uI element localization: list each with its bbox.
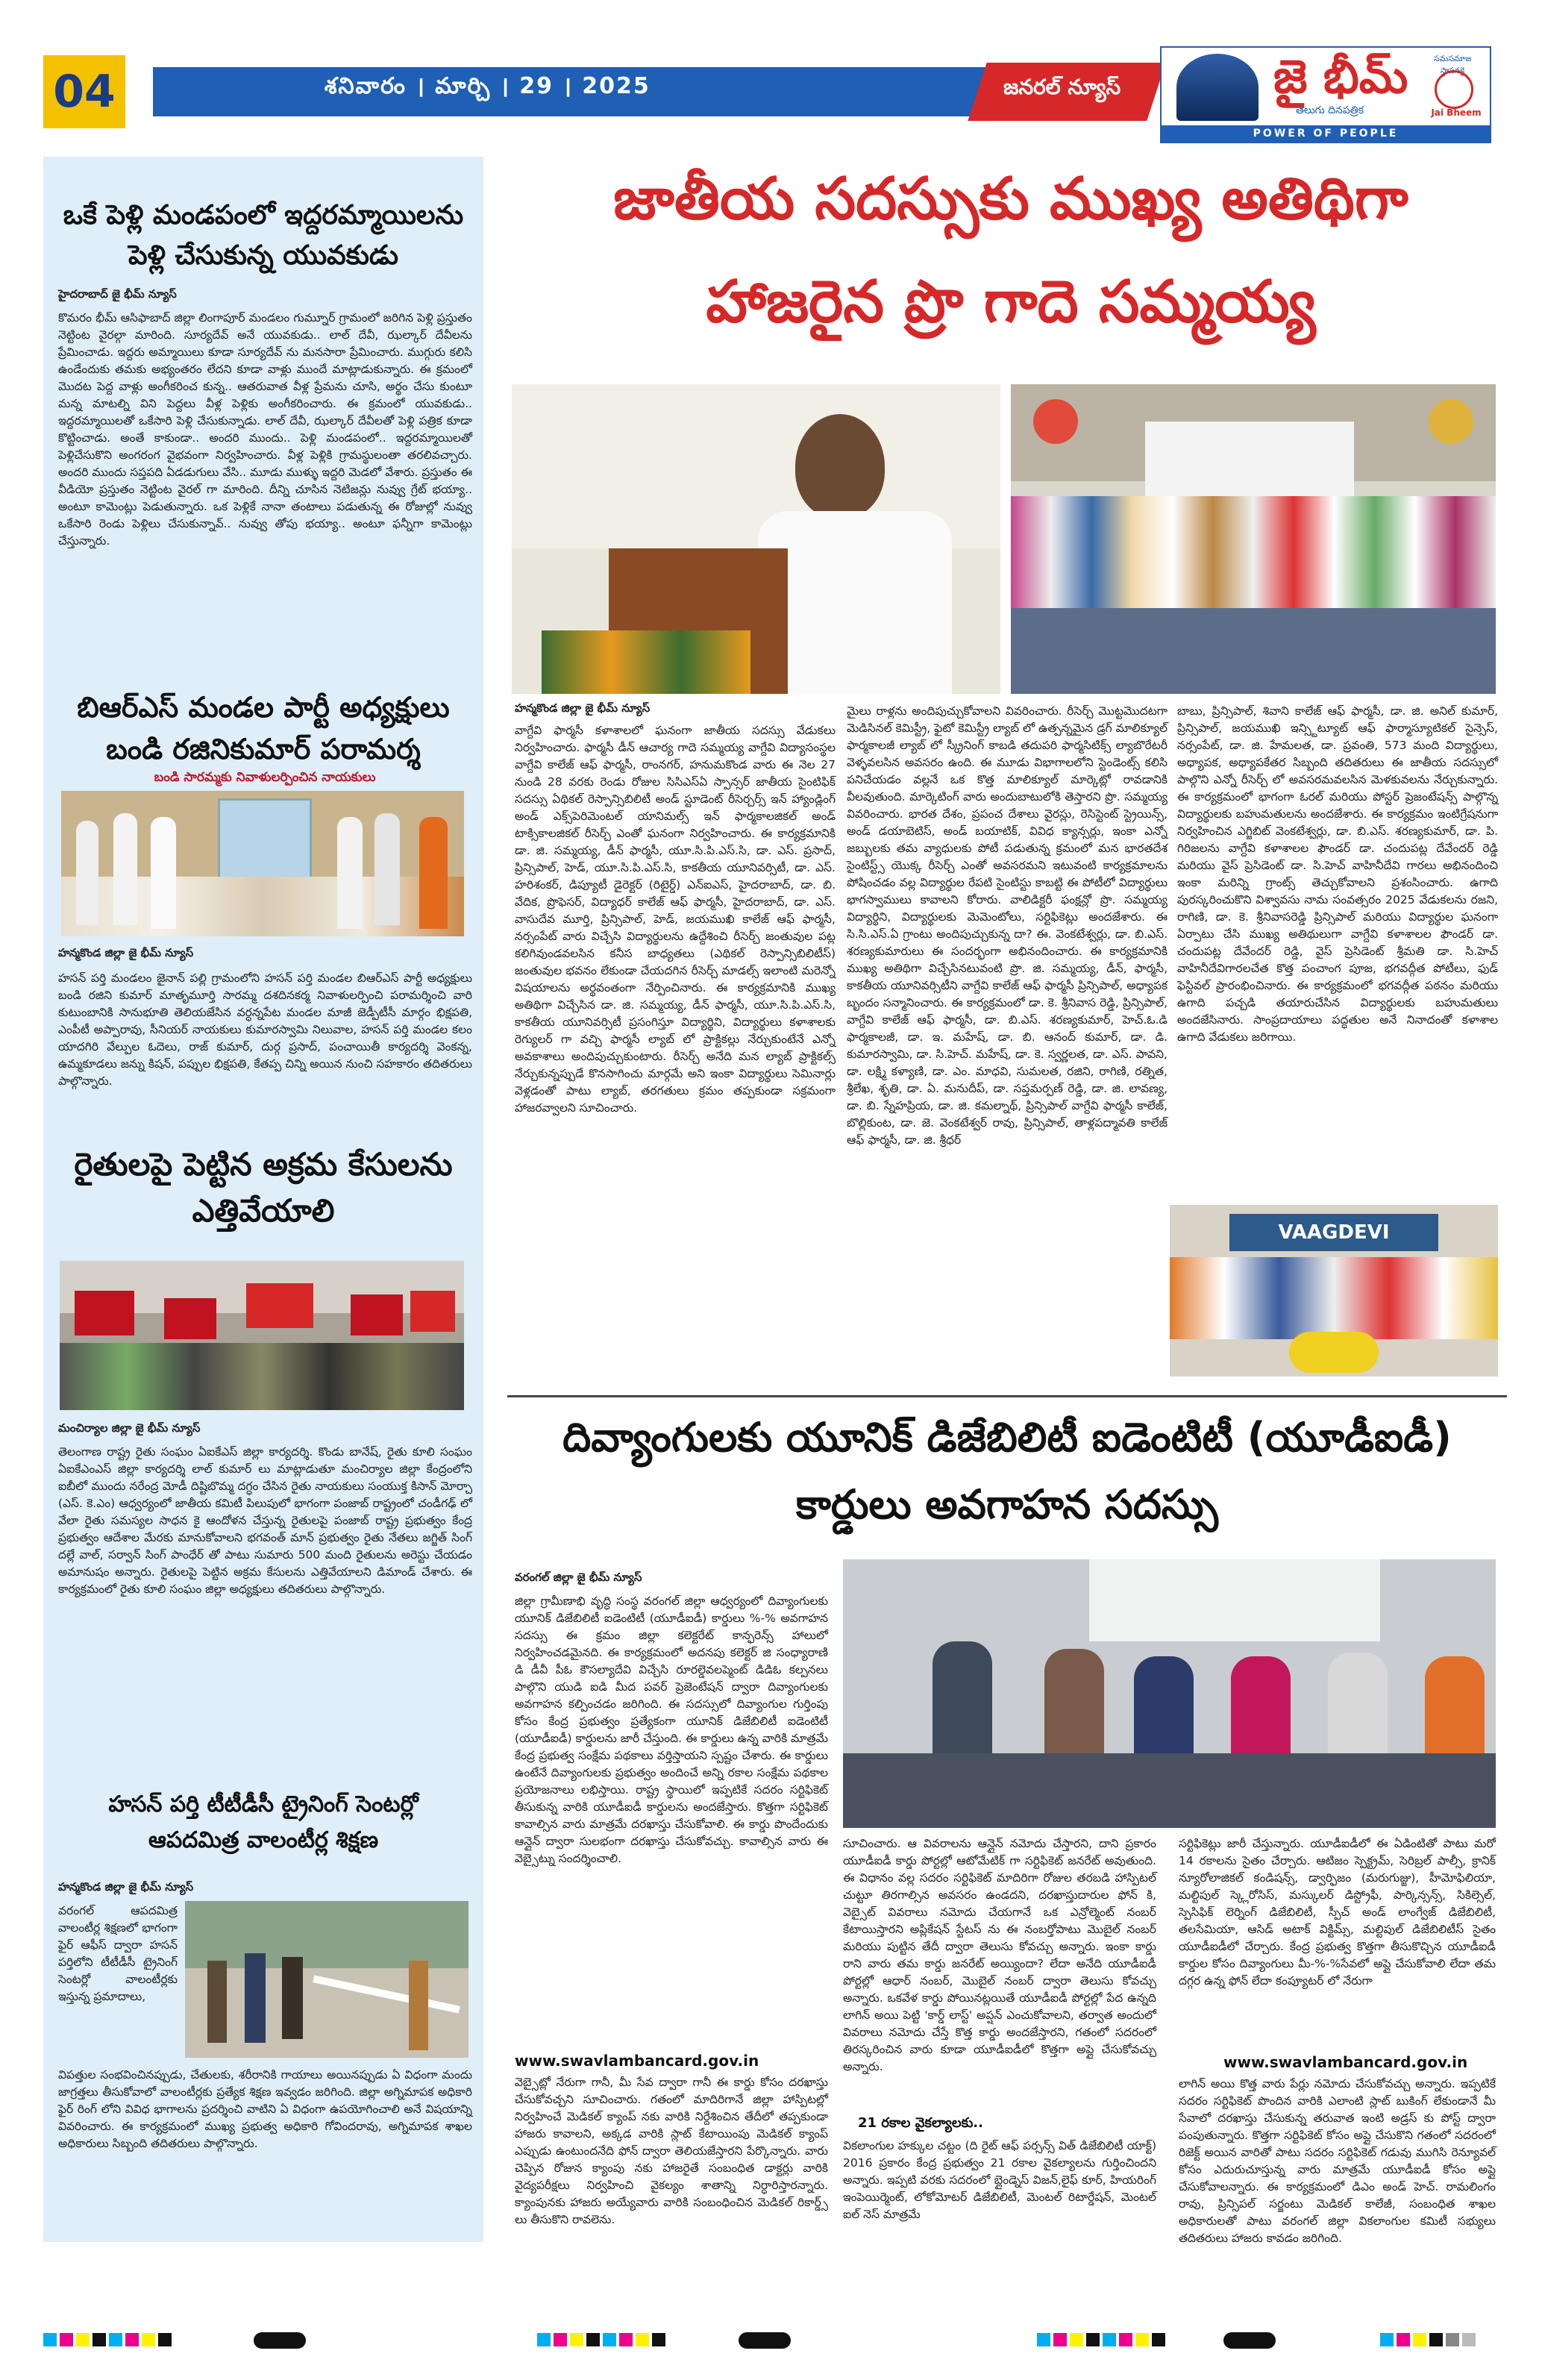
main-col2: మైలు రాళ్లను అందిపుచ్చుకోవాలని వివరించారు. రీసెర్చ్ మొట్టమొదటగా మెడిసినల్ కెమిస్ట్రీ, ఫైటో కెమిస్ట్రీ ల్యాబ్ లో ఉత్పన్నమైన డ్రగ్ మాలిక్యూల్ ఫార్మకాలజీ ల్యాబ్ లో స్క్రీనింగ్ కాబడి తదుపరి ఫార్మసిటిక్స్ ల్యాబొరేటరీ వెళ్ళవలసిన అవసరం ఉంది. ఈ మూడు విభాగాలలోని స్టెండెంట్స్ కలిసి పనిచేయడం వల్లనే ఒక కొత్త మాలిక్యూల్ మార్కెట్లో రావడానికి వీలవుతుంది. మార్కెటింగ్ వారు అందుబాటులోకి తెస్తారని ప్రొ. సమ్మయ్య వివరించారు. భారత దేశం, ప్రపంచ దేశాలు వైరస్లు, రెసిస్టెంట్ స్ట్రెయిన్స్, అండ్ డయాబెటిస్, అండ్ బయాటిక్, వివిధ క్యాన్సర్లు, ఇంకా ఎన్నో జబ్బులకు తమ వ్యాధులకు పోటీ పడుతున్న క్రమంలో మన భారతదేశ సైంటిస్ట్స్ యొక్క రీసెర్చ్ ఎంతో అవసరమని ఇటువంటి కార్యక్రమాలను పోషించడం వల్ల విద్యార్థుల రేపటి సైంటిస్టు కాబట్టి ఈ పోటీలో విద్యార్థులు భాగస్వాములు కావాలని కోరారు. వాలిడిక్టరీ ఫంక్షన్లో ప్రొ. సమ్మయ్య విద్యార్థిని, విద్యార్థులకు మెమెంటోలు, సర్టిఫికెట్లు అందజేశారు. ఈ సి.సి.ఎస్.ఏ గ్రాంటు అందిపుచ్చుకున్న దా? ఈ. వెంకటేశ్వర్లు, డా. బి.ఎస్. శరణ్యకుమారులు ఈ సందర్భంగా అభినందించారు. ఈ కార్యక్రమానికి ముఖ్య అతిథిగా విచ్చేసినటువంటి ప్రొ. జి. సమ్మయ్య, డీన్, ఫార్మసీ, కాకతీయ యూనివర్సిటీని వాగ్దేవి కాలేజ్ ఆఫ్ ఫార్మసీ ప్రిన్సిపాల్, అధ్యాపక బృందం సన్మానించారు. ఈ కార్యక్రమంలో డా. కె. శ్రీనివాస రెడ్డి, ప్రిన్సిపాల్, వాగ్దేవి కాలేజ్ ఆఫ్ ఫార్మసీ, డా. బి.ఎస్. శరణ్యకుమార్, హెచ్.ఓ.డి ఫార్మకాలజీ, డా. ఇ. మహేష్, డా. బి. ఆనంద్ కుమార్, డా. డి. కుమారస్వామి, డా. సి.హెచ్. మహేష్, డా. కె. స్వర్ణలత, డా. ఎస్. పావని, డా. లక్ష్మి కళ్యాణి, డా. ఎం. మాధవి, సుమలత, రజిని, రాగిణి, రత్నిత, శ్రీలేఖ, శృతి, డా. ఏ. మనుదీప్, డా. సప్తమర్పణ్ రెడ్డి, డా. జి. లావణ్య, డా. బి. స్నేహప్రియ, డా. జి. కమల్నాథ్, ప్రిన్సిపాల్ వాగ్దేవి ఫార్మసీ కాలేజ్, బొల్లికుంట, డా. జె. వెంకటేశ్వర్ రావు, ప్రిన్సిపాల్, తాళ్లపద్మావతి కాలేజ్ ఆఫ్ ఫార్మసీ, డా. జి. శ్రీధర్ [847,704,1168,1147]
section-label: జనరల్ న్యూస్ [1003,75,1121,99]
brand-strap: POWER OF PEOPLE [1162,125,1490,142]
story4-body-side: వరంగల్ ఆపదమిత్ర వాలంటీర్ల శిక్షణలో భాగంగా ఫైర్ ఆఫీస్ ద్వారా హసన్ పర్తిలోని టీటీడీసీ ట్రైనింగ్ సెంటర్లో వాలంటీర్లకు ఇస్తున్న ప్రమాదాలు, [58,1904,178,2003]
brand-name: జై భీమ్ [1273,49,1408,104]
story1-body: కొమరం భీమ్ ఆసిఫాబాద్ జిల్లా లింగాపూర్ మండలం గుమ్నూర్ గ్రామంలో జరిగిన పెళ్లి ప్రస్తుతం నెట్టింట వైరల్గా మారింది. సూర్యదేవ్ అనే యువకుడు.. లాల్ దేవీ, ఝల్కార్ దేవీలను ప్రేమించాడు. ఇద్దరు అమ్మాయిలు కూడా సూర్యదేవ్ ను మనసారా ప్రేమించారు. ముగ్గురు కలిసి ఉండేందుకు తమకు అభ్యంతరం లేదని కూడా వాళ్లు ముందే మాట్లాడుకున్నారు. ఈ క్రమంలో మొదట పెద్ద వాళ్లు అంగీకరించ కున్న.. ఆతరువాత వీళ్ల ప్రేమను చూసి, అర్థం చేసు కుంటూ మన్న మాటల్ని విని పెద్దలు వీళ్ల పెళ్లికు అంగీకరించారు. ఈ క్రమంలో యువకుడు.. ఇద్దరమ్మాయిలతో ఒకేసారి పెళ్లి చేసుకున్నాడు. లాల్ దేవీ, ఝల్కార్ దేవీలతో పెళ్లి పత్రిక కూడా కొట్టించాడు. అంతే కాకుండా.. అందరి ముందు.. పెళ్లి మండపంలో.. ఇద్దరమ్మాయిలతో పెళ్లిచేసుకొని అంగరంగ వైభవంగా నిర్వహించారు. వీళ్ల పెళ్లికి గ్రామస్థులంతా తరలివచ్చారు. అందరి ముందు సప్తపది ఏడడుగులు వేసి.. మూడు ముళ్ళు ఇద్దరి మెడలో వేశారు. ప్రస్తుతం ఈ వీడియో ప్రస్తుతం నెట్టింట వైరల్ గా మారింది. దీన్ని చూసిన నెటిజన్లు నువ్వు గ్రేట్ భయ్యా.. అంటూ కామెంట్లు పెడుతున్నారు. ఒక పెళ్లికే నానా తంటాలు పడుతున్న ఈ రోజుల్లో నువ్వు ఒకేసారి రెండు పెళ్లిలు చేసుకున్నావ్.. నువ్వు తోపు భయ్యా.. అంటూ ఫన్నీగా కామెంట్లు చేస్తున్నారు. [58,311,472,548]
color-bar-right [1037,2333,1165,2346]
color-bar-left [43,2333,172,2346]
swavlamban-url-2[interactable]: www.swavlambancard.gov.in [1223,2053,1468,2071]
second-headline-line2: కార్డులు అవగాహన సదస్సు [796,1481,1218,1528]
main-headline-line1: జాతీయ సదస్సుకు ముఖ్య అతిథిగా [613,166,1408,233]
story4-byline: హన్మకొండ జిల్లా జై భీమ్ న్యూస్ [58,1880,194,1894]
story4-body: విపత్తుల సంభవించినప్పుడు, చేతులకు, శరీరానికి గాయాలు అయినప్పుడు ఏ విధంగా మందు జాగ్రత్తలు తీసుకోవాలో వాలంటీర్లకు ప్రత్యేక శిక్షణ ఇవ్వడం జరిగింది. జిల్లా అగ్నిమాపక అధికారి ఫైర్ రింగ్ లోని వివిధ భాగాలను ప్రదర్శించి వాటిని ఏ విధంగా ఉపయోగించాలి అనే విషయాన్ని వివరించారు. ఈ కార్యక్రమంలో ముఖ్య ప్రభుత్వ అధికారి గోవిందరావు, అగ్నిమాపక శాఖల అధికారులు సిబ్బంది తదితరులు పాల్గొన్నారు. [58,2068,472,2150]
main-headline-line2: హాజరైన ప్రొ గాదె సమ్మయ్య [706,269,1316,336]
story4-training-photo [185,1901,468,2058]
second-col1-bottom: వెబ్సైట్లో నేరుగా గానీ, మీ సేవ ద్వారా గానీ ఈ కార్డు కోసం దరఖాస్తు చేసుకోవచ్చని సూచించారు. గతంలో మాదిరిగానే జిల్లా హాస్పిటల్లో నిర్వహించే మెడికల్ క్యాంప్ నకు వారికి నిర్దేశించిన తేదీలో తప్పకుండా హాజరు కావాలని, అక్కడ వారికి స్లాట్ కేటాయింపు మెడికల్ క్యాంప్ ఎప్పుడు ఉంటుందనేది ఫోన్ ద్వారా తెలియజేస్తారని పేర్కొన్నారు. వారు చెప్పిన రోజున క్యాంపు నకు హాజరైతే సంబంధిత డాక్టర్లు వారికి వైద్యపరీక్షలు నిర్వహించి వైకల్యం శాతాన్ని నిర్ధారిస్తారన్నారు. క్యాంపునకు హాజరు అయ్యేవారు వారికి సంబంధించిన మెడికల్ రికార్డ్స్ లు తీసుకొని రావలెను. [515,2076,828,2226]
story3-title: రైతులపై పెట్టిన అక్రమ కేసులను ఎత్తివేయాలి [74,1146,453,1229]
main-col3: బాబు, ప్రిన్సిపాల్, శివాని కాలేజ్ ఆఫ్ ఫార్మసీ, డా. జి. అనిల్ కుమార్, ప్రిన్సిపాల్, జయముఖి ఇన్స్టిట్యూట్ ఆఫ్ ఫార్మాస్యూటికల్ సైన్సెస్, నర్సంపేట్, డా. జి. హేమలత, డా. ప్రవంతి, 573 మంది విద్యార్థులు, అధ్యాపక, అధ్యాపకేతర సిబ్బంది తదితరులు ఈ జాతీయ సదస్సులో పాల్గొని ఎన్నో రీసెర్చ్ లో అవసరమవలసిన మెళకువలను నేర్చుకున్నారు. ఈ కార్యక్రమంలో భాగంగా ఓరల్ మరియు పోస్టర్ ప్రెజంటేషన్స్ పాల్గొన్న విద్యార్థులకు బహుమతులను అందజేశారు. ఈ కార్యక్రమం ఇంటిగ్రేషనుగా నిర్వహించిన ఎగ్జిబిట్ వెంకటేశ్వర్లు, డా. బి.ఎస్. శరణ్యకుమార్, డా. పి. గిరిజలను వాగ్దేవి కళాశాలల ఫౌండర్ డా. చందుపట్ల దేవేందర్ రెడ్డి మరియు వైస్ ప్రెసిడెంట్ డా. సి.హెచ్ వాహినీదేవి గారలు అభినందించి ఇంకా మరిన్ని గ్రాంట్స్ తెచ్చుకోవాలని ప్రశంసించారు. ఉగాది పురస్కరించుకొని విశ్వావసు నామ సంవత్సరం 2025 వేడుకలను రజని, రాగిణి, డా. కె. శ్రీనివాసరెడ్డి ప్రిన్సిపాల్ మరియు విద్యార్థుల ఘనంగా ఏర్పాటు చేసి ముఖ్య అతిథులుగా వాగ్దేవి కళాశాలల ఫౌండర్ డా. చందుపట్ల దేవేందర్ రెడ్డి, వైస్ ప్రెసిడెంట్ శ్రీమతి డా. సి.హెచ్ వాహినీదేవిగారలచేత కొత్త పంచాంగ పూజ, భగవద్గీత పోటీలు, ఫుడ్ ఫెస్టివల్ ప్రారంభించినారు. ఈ కార్యక్రమంలో భగవద్గీత పఠనం మరియు ఉగాది పచ్చడి తయారుచేసిన విద్యార్థులకు బహుమతులు అందజేసినారు. సాంప్రదాయాలు పద్ధతుల అనే నినాదంతో కళాశాల ఉగాది వేడుకలు జరిగాయి. [1177,704,1498,1044]
page-number: 04 [43,55,125,128]
story2-byline: హన్మకొండ జిల్లా జై భీమ్ న్యూస్ [58,946,194,959]
story3-byline: మంచిర్యాల జిల్లా జై భీమ్ న్యూస్ [58,1421,201,1435]
story2-subtitle: బండి సారమ్మకు నివాళులర్పించిన నాయకులు [154,770,376,785]
second-col2-top: సూచించారు. ఆ వివరాలను ఆన్లైన్ నమోదు చేస్తారని, దాని ప్రకారం యూడీఐడీ కార్డు పోర్టల్లో ఆటోమేటిక్ గా సర్టిఫికెట్ జనరేట్ అవుతుంది. ఈ విధానం వల్ల సదరం సర్టిఫికెట్ మాదిరిగా రోజుల తరబడి హాస్పిటల్ చుట్టూ తిరగాల్సిన అవసరం ఉండదని, దరఖాస్తుదారుల ఫోన్ కి, వెబ్సైట్ వివరాలు నమోదు చేయగానే ఒక ఎన్రోల్మెంట్ నంబర్ కేటాయిస్తారని అప్లికేషన్ స్టేటస్ ను ఈ నంబర్తోపాటు మొబైల్ నంబర్ మరియు పుట్టిన తేదీ ద్వారా తెలుసు కోవచ్చు అన్నారు. ఇంకా కార్డు రాని వారు తమ కార్డు జనరేట్ అయ్యిందా? లేదా అనేది యూడీఐడీ పోర్టల్లో ఆధార్ నంబర్, మొబైల్ నంబర్ ద్వారా తెలుసు కోవచ్చు అన్నారు. ఒకవేళ కార్డు పోయినట్లయితే యూడీఐడీ పోర్టల్లో పేద ఉన్నది లాగిన్ అయి పెట్టి 'కార్డ్ లాస్ట్' అప్షన్ ఎంచుకోవాలని, తర్వాత అందులో వివరాలు నమోదు చేస్తే కొత్త కార్డు అందజేస్తారని, గతంలో సదరంలో తిరస్కరించిన వారు కూడా యూడీఐడీలో కొత్తగా అప్లై చేసుకోవచ్చు అన్నారు. [843,1837,1156,2073]
story1-byline: హైదరాబాద్ జై భీమ్ న్యూస్ [58,287,177,301]
second-col2-bottom: వికలాంగుల హక్కుల చట్టం (ది రైట్ ఆఫ్ పర్సన్స్ విత్ డిజేబిలిటీ యాక్ట్) 2016 ప్రకారం కేంద్ర ప్రభుత్వం 21 రకాల వైకల్యాలను గుర్తించిందని అన్నారు. ఇప్పటి వరకు సదరంలో బ్లైండ్నెస్ విజన్,లైఫ్ కూర్, హియరింగ్ ఇంపెయిర్మెంట్, లోకోమోటర్ డిజేబిలిటీ, మెంటల్ రిటార్డేషన్, మెంటల్ ఐల్ నెస్ మాత్రమే [843,2139,1156,2221]
second-byline: వరంగల్ జిల్లా జై భీమ్ న్యూస్ [515,1571,642,1584]
story4-title: హసన్ పర్తి టీటీడీసీ ట్రైనింగ్ సెంటర్లో ఆపదమిత్ర వాలంటీర్ల శిక్షణ [108,1791,419,1853]
brand-badge-text: Jai Bheem [1431,107,1482,118]
main-byline: హన్మకొండ జిల్లా జై భీమ్ న్యూస్ [515,701,651,715]
brand-right-top: సమసమాజ స్థాపనకై [1433,54,1472,75]
story3-protest-photo [60,1261,464,1410]
second-photo-conference [843,1559,1496,1828]
ambedkar-portrait-icon [1176,54,1259,121]
color-bar-far-right [1380,2333,1476,2346]
second-col3-top: సర్టిఫికెట్లు జారీ చేస్తున్నారు. యూడీఐడీలో ఈ ఏడింటితో పాటు మరో 14 రకాలను సైతం చేర్చారు. ఆటిజం స్పెక్ట్రమ్, సెరిబ్రల్ పాల్సీ, క్రానిక్ న్యూరోలాజికల్ కండిషన్స్, డ్వార్ఫిజం (మరుగుజ్జు), హీమోఫిలియా, మల్టిపుల్ స్క్లెరోసిస్, మస్కులర్ డిస్ట్రోఫీ, పార్కిన్సన్స్, సికిల్సెల్, స్పెసిఫిక్ లెర్నింగ్ డిజేబిలిటీ, స్పీచ్ అండ్ లాంగ్వేజ్ డిజేబిలిటీ, తలసేమియా, ఆసిడ్ అటాక్ విక్టిమ్స్, మల్టిపుల్ డిజేబిలిటీస్ సైతం యూడీఐడీలో చేర్చారు. కేంద్ర ప్రభుత్వ కొత్తగా తీసుకొచ్చిన యూడీఐడీ కార్డుల కోసం దివ్యాంగులు మీ-%-%సేవలో అప్లై చేసుకోవాలి లేదా తమ దగ్గర ఉన్న ఫోన్ లేదా కంప్యూటర్ లో నేరుగా [1179,1837,1496,1988]
registration-mark [254,2332,306,2349]
story1-title: ఒకే పెళ్లి మండపంలో ఇద్దరమ్మాయిలను పెళ్లి చేసుకున్న యువకుడు [63,200,464,271]
second-col3-bottom: లాగిన్ అయి కొత్త వారు పేర్లు నమోదు చేసుకోవచ్చు అన్నారు. ఇప్పటికే సదరం సర్టిఫికెట్ పొందిన వారికి ఎలాంటి స్లాట్ బుకింగ్ లేకుండానే మీ సేవాలో దరఖాస్తు చేసుకున్న తరువాత ఇంటి అడ్రస్ కు పోస్ట్ ద్వారా పంపుతున్నారు. కొత్తగా సర్టిఫికెట్ కోసం అప్లై చేసుకొని గతంలో సదరంలో రిజెక్ట్ అయిన వారితో పాటు సదరం సర్టిఫికెట్ గడువు ముగిసి రెన్యూవల్ కోసం ఎదురుచూస్తున్న వారు మాత్రమే యూడీఐడీ కోసం అప్లై చేసుకోవాలన్నారు. ఈ కార్యక్రమంలో డిఎం అండ్ హెచ్. రామలింగం రావు, ప్రిన్సిపల్ సర్జంటు మెడికల్ కాలేజీ, సంబంధిత శాఖల అధికారులతో పాటు వరంగల్ జిల్లా వికలాంగుల కమిటీ సభ్యులు తదితరులు హాజరు కావడం జరిగింది. [1179,2077,1496,2245]
story3-body: తెలంగాణ రాష్ట్ర రైతు సంఘం ఏఐకేఎస్ జిల్లా కార్యదర్శి. కొండు బానేష్, రైతు కూలి సంఘం ఏఐకేఎంఎస్ జిల్లా కార్యదర్శి లాల్ కుమార్ లు మాట్లాడుతూ మంచిర్యాల జిల్లా కేంద్రంలోని ఐబీలో ముందు నరేంద్ర మోడీ దిష్టిబొమ్మ దగ్ధం చేసిన రైతు నాయకులు సంయుక్త కిసాన్ మోర్చా (ఎస్. కె.ఎం) ఆధ్వర్యంలో జాతీయ కమిటీ పిలుపులో భాగంగా పంజాబ్ రాష్ట్రంలో చండీగఢ్ లో వేలా రైతు సమస్యల సాధన కై ఆందోళన చేస్తున్న రైతులపై పంజాబ్ రాష్ట్ర ప్రభుత్వం కేంద్ర ప్రభుత్వం ఆదేశాల మేరకు మానుకోవాలని భగవంత్ మాన్ ప్రభుత్వం రైతు నేతలు జగ్జిత్ సింగ్ దల్లే వాల్, సర్వాన్ సింగ్ పాంధేర్ తో పాటు సుమారు 500 మంది రైతులను అరెస్టు చేయడం అమానుషం అన్నారు. రైతులపై పెట్టిన అక్రమ కేసులను ఎత్తివేయాలని డిమాండ్ చేశారు. ఈ కార్యక్రమంలో రైతు కూలి సంఘం జిల్లా అధ్యక్షులు తదితరులు పాల్గొన్నారు. [58,1445,472,1596]
brand-badge-icon [1435,70,1473,109]
second-headline-line1: దివ్యాంగులకు యూనిక్ డిజేబిలిటీ ఐడెంటిటీ (యూడీఐడీ) [562,1414,1452,1461]
second-col1-top: జిల్లా గ్రామీణాభి వృద్ధి సంస్థ వరంగల్ జిల్లా ఆధ్వర్యంలో దివ్యాంగులకు యూనిక్ డిజేబిలిటీ ఐడెంటిటీ (యూడీఐడీ) కార్డులు %-% అవగాహన సదస్సు ఈ క్రమం జిల్లా కలెక్టరేట్ కాన్ఫరెన్స్ హాలులో నిర్వహించడమైనది. ఈ కార్యక్రమంలో అదనపు కలెక్టర్ జి సంధ్యారాణి డి డీవీ పీఓ కౌసల్యాదేవి విచ్చేసి రూరల్డెవలప్మెంట్ డిడిఓ కల్పనలు పాల్గొని యుడి ఐడి మీద పవర్ ప్రెజెంటేషన్ ద్వారా దివ్యాంగులకు అవగాహన కల్పించడం జరిగింది. ఈ సదస్సులో దివ్యాంగుల గుర్తింపు కోసం కేంద్ర ప్రభుత్వం ప్రత్యేకంగా యూనిక్ డిజేబిలిటీ ఐడెంటిటీ (యూడీఐడీ) కార్డులను జారీ చేస్తుంది. ఈ కార్డులు ఉన్న వారికి మాత్రమే కేంద్ర ప్రభుత్వ సంక్షేమ పథకాలు వర్తిస్తాయని స్పష్టం చేశారు. ఈ కార్డులు ఉంటేనే దివ్యాంగులకు ప్రభుత్వం అందించే అన్ని రకాల సంక్షేమ పథకాల ప్రయోజనాలు లభిస్తాయి. రాష్ట్ర స్థాయిలో ఇప్పటికే సదరం సర్టిఫికెట్ తీసుకున్న వారికి యూడీఐడీ కార్డులను అందజేస్తారు. కొత్తగా సర్టిఫికెట్ కావాల్సిన వారు మాత్రమే దరఖాస్తు చేసుకోవాలి. ఈ కార్డు పొందేందుకు ఆన్లైన్ ద్వారా సులభంగా దరఖాస్తు చేసుకోవచ్చు. కావాల్సిన వారు ఈ వెబ్సైట్ను సందర్శించాలి. [515,1594,828,1865]
registration-mark [1223,2332,1276,2349]
story2-photo [61,791,464,936]
issue-date: శనివారం । మార్చి । 29 । 2025 [325,73,651,99]
swavlamban-url-1[interactable]: www.swavlambancard.gov.in [515,2052,759,2070]
story2-title: బిఆర్ఎస్ మండల పార్టీ అధ్యక్షులు బండి రజినికుమార్ పరామర్శ [77,691,450,765]
masthead-logo [1160,46,1491,143]
vaagdevi-banner: VAAGDEVI [1229,1214,1438,1251]
brand-tagline: తెలుగు దినపత్రిక [1296,104,1364,116]
main-photo-ugadi [1170,1205,1498,1377]
story2-body: హసన్ పర్తి మండలం జైనాన్ పల్లి గ్రామంలోని హసన్ పర్తి మండల బిఆర్ఎస్ పార్టీ అధ్యక్షులు బండి రజిని కుమార్ మాతృమూర్తి సారమ్మ దశదినకర్మ నివాళులర్పించి పరామర్శించి వారి కుటుంబానికి సానుభూతి తెలియజేసిన వర్ధన్నపేట మండల మాజీ జెడ్పీటీసీ మార్గం భిక్షపతి, ఎంపీటీ అప్పారావు, సీనియర్ నాయకులు కుమారస్వామి నిలువాల, హసన్ పర్తి మండల కలం యాదగిరి వేల్పుల ఓదెలు, రాజ్ కుమార్, దుర్గ ప్రసాద్, పంచాయితీ కార్యదర్శి వెంకన్న, ఉమ్మకూడలు జన్ను కిషన్, పప్పుల భిక్షపతి, కేతప్ప చిన్ని అయిన నుంచి సహకారం తదితరులు పాల్గొన్నారు. [58,971,472,1088]
second-subheading: 21 రకాల వైకల్యాలకు.. [858,2115,983,2131]
main-photo-group [1011,384,1496,694]
main-col1: వాగ్దేవి ఫార్మసీ కళాశాలలో ఘనంగా జాతీయ సదస్సు వేడుకలు నిర్వహించారు. ఫార్మసీ డీన్ ఆచార్య గాదె సమ్మయ్య వాగ్దేవి విద్యాసంస్థల వాగ్దేవి కాలేజ్ ఆఫ్ ఫార్మసీ, రాంనగర్, హనుమకొండ వారు ఈ నెల 27 నుండి 28 వరకు రెండు రోజుల సిసిఎస్‌ఏ స్పాన్సర్ జాతీయ సైంటిఫిక్ సదస్సు ఏథికల్ రెస్పాన్సిబిలిటీ అండ్ స్టూడెంట్ రీసెర్చర్స్ ఇన్ హ్యాండ్లింగ్ అండ్ ఎక్స్‌పెరిమెంటల్ యానిమల్స్ ఇన్ ఫార్మకాలజికల్ అండ్ టాక్సికాలజికల్ రీసెర్చ్ ఎంతో ఘనంగా నిర్వహించారు. ఈ కార్యక్రమానికి డా. జి. సమ్మయ్య, డీన్ ఫార్మసీ, యూ.సి.పి.ఎస్.సి, డా. ఎస్. ప్రసాద్, ప్రిన్సిపాల్, హెడ్, యూ.సి.పి.ఎస్.సి, కాకతీయ యూనివర్సిటీ, డా. ఎస్. హరిశంకర్, డిప్యూటీ డైరెక్టర్ (రిటైర్డ్) ఎన్ఐఎస్, హైదరాబాద్, డా. బి. వేదిక, ప్రొఫెసర్, విద్యాధర్ కాలేజ్ ఆఫ్ ఫార్మసీ, హైదరాబాద్, డా. ఎస్. వాసుదేవ మూర్తి, ప్రిన్సిపాల్, హెడ్, జయముఖి కాలేజ్ ఆఫ్ ఫార్మసీ, నర్సంపేట్ వారు విచ్చేసి విద్యార్థులను ఉద్దేశించి రీసెర్చ్ జంతువుల పట్ల కలిగివుండవలసిన కనీస బాధ్యతలు (ఎథికల్ రెస్పాన్సిబిలిటీస్) జంతువుల భవనం లేకుండా చేయదగిన రీసెర్చ్ మాడల్స్ ఇలాంటి మరెన్నో విషయాలను అర్థవంతంగా నేర్పించినారు. ఈ కార్యక్రమానికి ముఖ్య అతిథిగా విచ్చేసిన డా. జి. సమ్మయ్య, డీన్ ఫార్మసీ, యూ.సి.పి.ఎస్.సి, కాకతీయ యూనివర్సిటీ ప్రసంగిస్తూ విద్యార్థిని, విద్యార్థులు కళాశాలకు రెగ్యులర్ గా వచ్చి ఫార్మసీ ల్యాబ్ లో ప్రాక్టికల్లు నేర్చుకుంటేనే ఎన్నో అవకాశాలు అందిపుచ్చుకుంటారు. రీసెర్చ్ అనేది మన ల్యాబ్ ప్రాక్టికల్స్ నేర్చుకున్నప్పుడే కొనసాగించు మార్గమే అని ఇంకా విద్యార్థులు సెమినార్లు వెళ్లడంతో పాటు ల్యాబ్, తరగతులు క్రమం తప్పకుండా సక్రమంగా హాజరవ్వాలని సూచించారు. [515,724,836,1115]
main-photo-speaker [512,384,1000,694]
color-bar-center [537,2333,665,2346]
registration-mark [739,2332,791,2349]
story-divider [507,1395,1507,1397]
